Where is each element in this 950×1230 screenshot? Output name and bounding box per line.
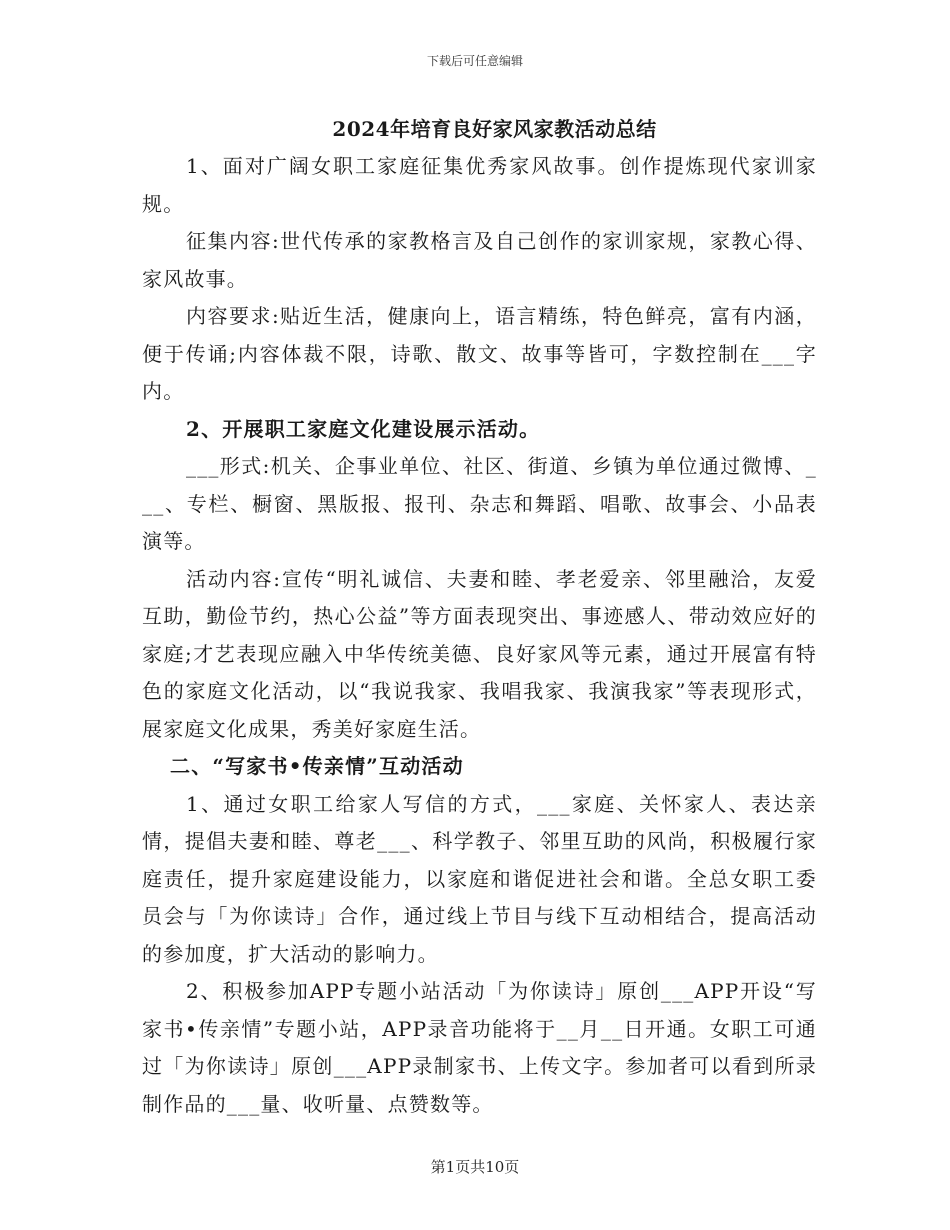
section-heading-family-letters: 二、“写家书•传亲情”互动活动 [170,754,464,778]
paragraph-letters-purpose: 1、通过女职工给家人写信的方式，___家庭、关怀家人、表达亲情，提倡夫妻和睦、尊老___、科学教子、邻里互助的风尚，积极履行家庭责任，提升家庭建设能力，以家庭和谐促进社会和谐。全总女职工委员会与「为你读诗」合作，通过线上节目与线下互动相结合，提高活动的参加度，扩大活动的影响力。 [142,791,817,966]
page-header: 下载后可任意编辑 [426,54,523,68]
section-heading-culture-display: 2、开展职工家庭文化建设展示活动。 [186,416,541,441]
paragraph-activity-content: 活动内容:宣传“明礼诚信、夫妻和睦、孝老爱亲、邻里融洽，友爱互助，勤俭节约，热心公益”等方面表现突出、事迹感人、带动效应好的家庭;才艺表现应融入中华传统美德、良好家风等元素，通过开展富有特色的家庭文化活动，以“我说我家、我唱我家、我演我家”等表现形式，展家庭文化成果，秀美好家庭生活。 [142,566,817,741]
paragraph-content-requirements: 内容要求:贴近生活，健康向上，语言精练，特色鲜亮，富有内涵，便于传诵;内容体裁不限，诗歌、散文、故事等皆可，字数控制在___字内。 [142,304,817,403]
document-title: 2024年培育良好家风家教活动总结 [332,117,657,141]
paragraph-collect-content: 征集内容:世代传承的家教格言及自己创作的家训家规，家教心得、家风故事。 [142,229,817,291]
page-footer: 第1页共10页 [430,1158,520,1176]
paragraph-collect-stories: 1、面对广阔女职工家庭征集优秀家风故事。创作提炼现代家训家规。 [142,154,817,216]
paragraph-app-station: 2、积极参加APP专题小站活动「为你读诗」原创___APP开设“写家书•传亲情”专题小站，APP录音功能将于__月__日开通。女职工可通过「为你读诗」原创___APP录制家书、上传文字。参加者可以看到所录制作品的___量、收听量、点赞数等。 [142,979,817,1116]
paragraph-activity-form: ___形式:机关、企事业单位、社区、街道、乡镇为单位通过微博、___、专栏、橱窗、黑版报、报刊、杂志和舞蹈、唱歌、故事会、小品表演等。 [142,454,817,553]
document-body [142,112,817,1123]
